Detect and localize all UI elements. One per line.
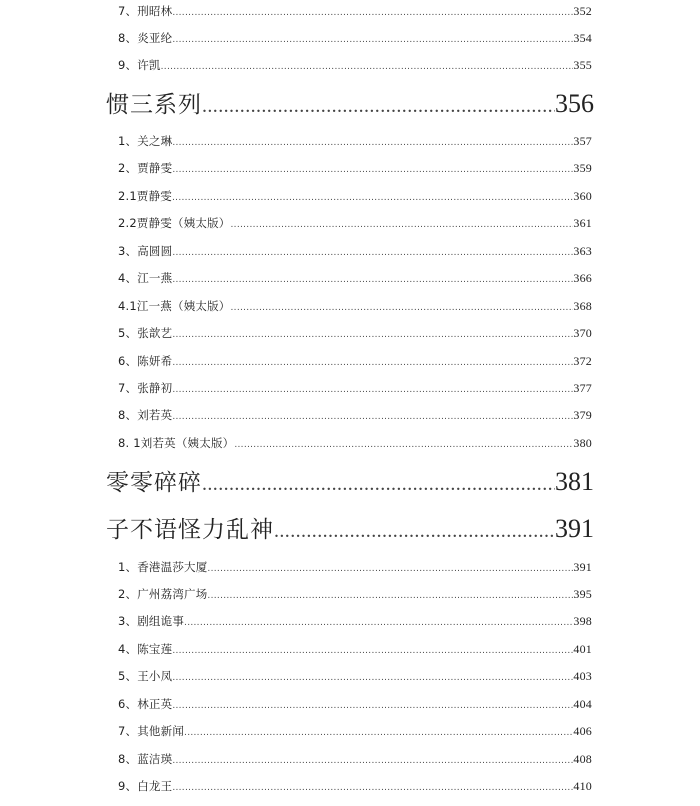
toc-entry[interactable] — [118, 586, 592, 610]
toc-section-page: 381 — [555, 467, 594, 496]
toc-entry-label: 2、广州荔湾广场 — [118, 587, 208, 601]
toc-entry-page: 410 — [573, 779, 592, 793]
toc-entry[interactable] — [118, 641, 592, 665]
leader-dots — [231, 220, 574, 230]
toc-entry-label: 8、蓝洁瑛 — [118, 752, 173, 766]
toc-entry[interactable] — [118, 723, 592, 747]
toc-entry-page: 395 — [573, 587, 592, 601]
leader-dots — [172, 358, 573, 368]
leader-dots — [184, 618, 573, 628]
toc-section-title: 零零碎碎 — [106, 470, 202, 496]
leader-dots — [172, 248, 573, 258]
leader-dots — [172, 138, 573, 148]
toc-entry[interactable] — [118, 559, 592, 583]
toc-section-heading[interactable] — [106, 86, 594, 128]
toc-entry[interactable] — [118, 188, 592, 212]
leader-dots — [172, 673, 573, 683]
leader-dots — [172, 385, 573, 395]
toc-entry-label: 4.1江一燕（姨太版） — [118, 299, 231, 313]
toc-entry-page: 404 — [573, 697, 592, 711]
toc-entry-label: 1、香港温莎大厦 — [118, 560, 208, 574]
toc-entry-page: 391 — [573, 560, 592, 574]
toc-entry-page: 370 — [573, 326, 592, 340]
toc-entry[interactable] — [118, 751, 592, 775]
toc-entry-page: 360 — [573, 189, 592, 203]
toc-entry-label: 3、剧组诡事 — [118, 614, 185, 628]
toc-entry-page: 357 — [573, 134, 592, 148]
toc-entry[interactable] — [118, 30, 592, 54]
toc-entry-label: 6、林正英 — [118, 697, 173, 711]
toc-entry-page: 359 — [573, 161, 592, 175]
toc-entry-page: 355 — [573, 58, 592, 72]
toc-entry-label: 2.2贾静雯（姨太版） — [118, 216, 231, 230]
toc-entry-label: 7、刑昭林 — [118, 4, 173, 18]
leader-dots — [202, 95, 555, 118]
toc-entry-label: 5、王小凤 — [118, 669, 173, 683]
toc-section-title: 子不语怪力乱神 — [106, 517, 274, 543]
toc-entry-page: 377 — [573, 381, 592, 395]
toc-entry-label: 4、陈宝莲 — [118, 642, 173, 656]
toc-entry-label: 3、高圆圆 — [118, 244, 173, 258]
toc-entry[interactable] — [118, 243, 592, 267]
toc-entry-page: 352 — [573, 4, 592, 18]
leader-dots — [202, 473, 555, 496]
toc-entry-page: 406 — [573, 724, 592, 738]
toc-entry-label: 8. 1刘若英（姨太版） — [118, 436, 235, 450]
toc-entry-label: 7、其他新闻 — [118, 724, 185, 738]
leader-dots — [172, 756, 573, 766]
toc-entry-label: 9、白龙王 — [118, 779, 173, 793]
leader-dots — [172, 275, 573, 285]
toc-entry[interactable] — [118, 3, 592, 27]
toc-section-heading[interactable] — [106, 511, 594, 553]
toc-entry[interactable] — [118, 613, 592, 637]
toc-entry[interactable] — [118, 778, 592, 802]
toc-entry[interactable] — [118, 407, 592, 431]
toc-entry[interactable] — [118, 668, 592, 692]
leader-dots — [234, 440, 573, 450]
toc-entry[interactable] — [118, 435, 592, 459]
toc-entry[interactable] — [118, 133, 592, 157]
toc-entry-page: 368 — [573, 299, 592, 313]
leader-dots — [184, 728, 573, 738]
toc-entry-page: 401 — [573, 642, 592, 656]
toc-section-page: 356 — [555, 89, 594, 118]
toc-entry-page: 408 — [573, 752, 592, 766]
toc-entry-label: 8、炎亚纶 — [118, 31, 173, 45]
toc-entry-page: 363 — [573, 244, 592, 258]
leader-dots — [207, 591, 573, 601]
leader-dots — [172, 35, 573, 45]
toc-entry-page: 372 — [573, 354, 592, 368]
leader-dots — [172, 193, 573, 203]
toc-entry[interactable] — [118, 696, 592, 720]
leader-dots — [172, 330, 573, 340]
toc-entry[interactable] — [118, 57, 592, 81]
toc-section-heading[interactable] — [106, 464, 594, 506]
toc-entry-label: 5、张歆艺 — [118, 326, 173, 340]
toc-entry-page: 403 — [573, 669, 592, 683]
toc-entry[interactable] — [118, 270, 592, 294]
toc-entry-label: 9、许凯 — [118, 58, 161, 72]
toc-entry-label: 4、江一燕 — [118, 271, 173, 285]
toc-entry-page: 379 — [573, 408, 592, 422]
leader-dots — [172, 8, 573, 18]
leader-dots — [231, 303, 574, 313]
toc-entry[interactable] — [118, 380, 592, 404]
toc-entry-label: 1、关之琳 — [118, 134, 173, 148]
toc-entry-page: 380 — [573, 436, 592, 450]
toc-entry-label: 2.1贾静雯 — [118, 189, 172, 203]
leader-dots — [172, 783, 573, 793]
toc-entry[interactable] — [118, 298, 592, 322]
leader-dots — [172, 701, 573, 711]
toc-entry[interactable] — [118, 160, 592, 184]
toc-entry-label: 2、贾静雯 — [118, 161, 173, 175]
toc-entry-label: 8、刘若英 — [118, 408, 173, 422]
toc-entry-page: 361 — [573, 216, 592, 230]
leader-dots — [274, 520, 555, 543]
leader-dots — [207, 564, 573, 574]
leader-dots — [172, 646, 573, 656]
toc-entry-page: 354 — [573, 31, 592, 45]
toc-entry[interactable] — [118, 325, 592, 349]
leader-dots — [172, 165, 573, 175]
toc-section-title: 惯三系列 — [106, 92, 202, 118]
leader-dots — [172, 412, 573, 422]
toc-entry-page: 366 — [573, 271, 592, 285]
toc-entry-page: 398 — [573, 614, 592, 628]
leader-dots — [161, 62, 574, 72]
toc-entry[interactable] — [118, 215, 592, 239]
toc-entry-label: 6、陈妍希 — [118, 354, 173, 368]
toc-entry-label: 7、张静初 — [118, 381, 173, 395]
toc-entry[interactable] — [118, 353, 592, 377]
toc-section-page: 391 — [555, 514, 594, 543]
